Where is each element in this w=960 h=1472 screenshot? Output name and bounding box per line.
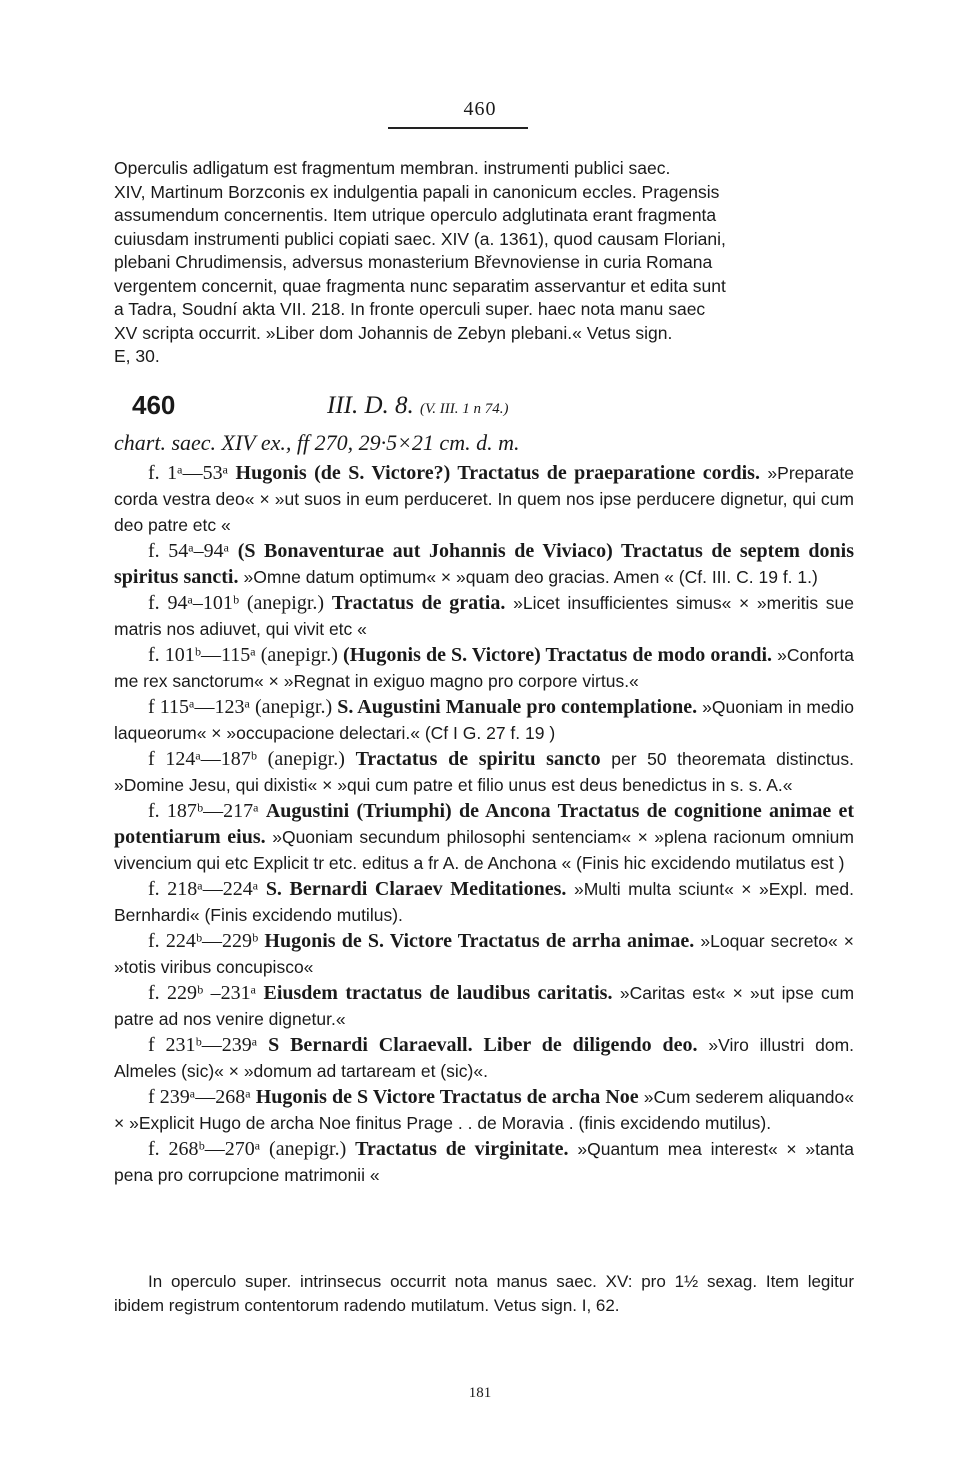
folio-range: f. 94ᵃ–101ᵇ (anepigr.) [148,592,325,614]
list-item [114,694,854,746]
incipit-explicit: »Caritas est« × »ut ipse cum patre ad nos venire dignetur.« [114,983,855,1029]
item-title: Tractatus de spiritu sancto [355,748,601,770]
item-title: S. Bernardi Claraev Meditationes. [265,878,567,900]
item-title: Hugonis de S. Victore Tractatus de arrha animae. [264,930,695,952]
text-line: cuiusdam instrumenti publici copiati saec. XIV (a. 1361), quod causam Floriani, [114,228,726,249]
text-line: XIV, Martinum Borzconis ex indulgentia papali in canonicum eccles. Pragensis [114,181,720,202]
previous-entry-note [114,157,854,369]
text-line: vergentem concernit, quae fragmenta nunc separatim asservantur et edita sunt [114,275,726,296]
folio-range: f 239ᵃ—268ᵃ [148,1086,251,1108]
item-title: S Bernardi Claraevall. Liber de diligendo deo. [268,1034,698,1056]
folio-range: f. 54ᵃ–94ᵃ [148,540,230,562]
list-item [114,642,854,694]
incipit-explicit: »Multi multa sciunt« × »Expl. med. Bernhardi« (Finis excidendo mutilus). [114,879,854,925]
item-title: Hugonis (de S. Victore?) Tractatus de praeparatione cordis. [235,462,760,484]
folio-range: f. 218ᵃ—224ᵃ [148,878,259,900]
incipit-explicit: »Quantum mea interest« × »tanta pena pro corrupcione matrimonii « [114,1139,855,1185]
header-rule [388,127,528,129]
item-title: Tractatus de virginitate. [355,1138,569,1160]
folio-range: f. 101ᵇ—115ᵃ (anepigr.) [148,644,338,666]
closing-note-text: In operculo super. intrinsecus occurrit nota manus saec. XV: pro 1½ sexag. Item legitur ibidem registrum contentorum radendo mutilatum. Vetus sign. I, 62. [114,1272,854,1315]
text-line: E, 30. [114,346,160,366]
old-shelf-mark: (V. III. 1 n 74.) [420,401,509,417]
incipit-explicit: »Conforta me rex sanctorum« × »Regnat in exiguo magno pro corpore virtus.« [114,645,854,691]
incipit-explicit: »Loquar secreto« × »totis viribus concupisco« [114,931,855,977]
item-title: (Hugonis de S. Victore) Tractatus de modo orandi. [343,644,773,666]
incipit-explicit: »Omne datum optimum« × »quam deo gracias. Amen « (Cf. III. C. 19 f. 1.) [243,567,818,587]
item-title: Augustini (Triumphi) de Ancona Tractatus de cognitione animae et potentiarum eius. [114,800,855,848]
incipit-explicit: »Viro illustri dom. Almeles (sic)« × »domum ad tartaream et (sic)«. [114,1035,855,1081]
text-line: XV scripta occurrit. »Liber dom Johannis de Zebyn plebani.« Vetus sign. [114,322,673,343]
footer-page-number: 181 [468,1385,492,1401]
list-item [114,590,854,642]
list-item [114,798,854,876]
incipit-explicit: »Preparate corda vestra deo« × »ut suos in eum perduceret. In quem nos ipse perducere dignetur, qui cum deo patre etc « [114,463,855,535]
folio-range: f 115ᵃ—123ᵃ (anepigr.) [148,696,333,718]
text-line: assumendum concernentis. Item utrique operculo adglutinata erant fragmenta [114,205,717,225]
folio-range: f 231ᵇ—239ᵃ [148,1034,258,1056]
list-item [114,876,854,928]
list-item [114,746,854,798]
text-line: Operculis adligatum est fragmentum membran. instrumenti publici saec. [114,158,671,178]
item-title: Eiusdem tractatus de laudibus caritatis. [263,982,613,1004]
incipit-explicit: »Licet insufficientes simus« × »meritis sue matris nos adiuvet, qui vivit etc « [114,593,855,639]
list-item [114,928,854,980]
closing-note [114,1270,854,1318]
incipit-explicit: »Quoniam in medio laqueorum« × »occupacione delectari.« (Cf I G. 27 f. 19 ) [114,697,855,743]
entry-number: 460 [132,390,176,420]
incipit-explicit: per 50 theoremata distinctus. »Domine Jesu, qui dixisti« × »qui cum patre et filio unus est deus benedictus in s. s. A.« [114,749,854,795]
list-item [114,538,854,590]
shelf-mark: III. D. 8. [327,392,414,419]
item-title: Tractatus de gratia. [331,592,506,614]
folio-range: f 124ᵃ—187ᵇ (anepigr.) [148,748,345,770]
text-line: plebani Chrudimensis, adversus monasterium Břevnoviense in curia Romana [114,252,713,272]
contents-list [114,460,854,1188]
text-line: a Tadra, Soudní akta VII. 218. In fronte operculi super. haec nota manu saec [114,299,706,319]
list-item [114,980,854,1032]
folio-range: f. 229ᵇ –231ᵃ [148,982,257,1004]
item-title: (S Bonaventurae aut Johannis de Viviaco) Tractatus de septem donis spiritus sancti. [114,540,854,588]
folio-range: f. 224ᵇ—229ᵇ [148,930,259,952]
folio-range: f. 187ᵇ—217ᵃ [148,800,259,822]
folio-range: f. 268ᵇ—270ᵃ (anepigr.) [148,1138,347,1160]
manuscript-description: chart. saec. XIV ex., ff 270, 29·5×21 cm. d. m. [114,430,520,455]
list-item [114,1136,854,1188]
page-number: 460 [463,98,497,120]
item-title: S. Augustini Manuale pro contemplatione. [337,696,698,718]
folio-range: f. 1ᵃ—53ᵃ [148,462,229,484]
incipit-explicit: »Quoniam secundum philosophi sentenciam« × »plena racionum omnium vivencium qui etc Explicit tr etc. editus a fr A. de Anchona « (Finis hic excidendo mutilatus est ) [114,827,854,873]
incipit-explicit: »Cum sederem aliquando« × »Explicit Hugo de archa Noe finitus Prage . . de Moravia . (finis excidendo mutilus). [114,1087,855,1133]
list-item [114,460,854,538]
item-title: Hugonis de S Victore Tractatus de archa Noe [255,1086,639,1108]
entry-signature [327,392,509,420]
list-item [114,1032,854,1084]
list-item [114,1084,854,1136]
entry-heading [114,390,854,424]
